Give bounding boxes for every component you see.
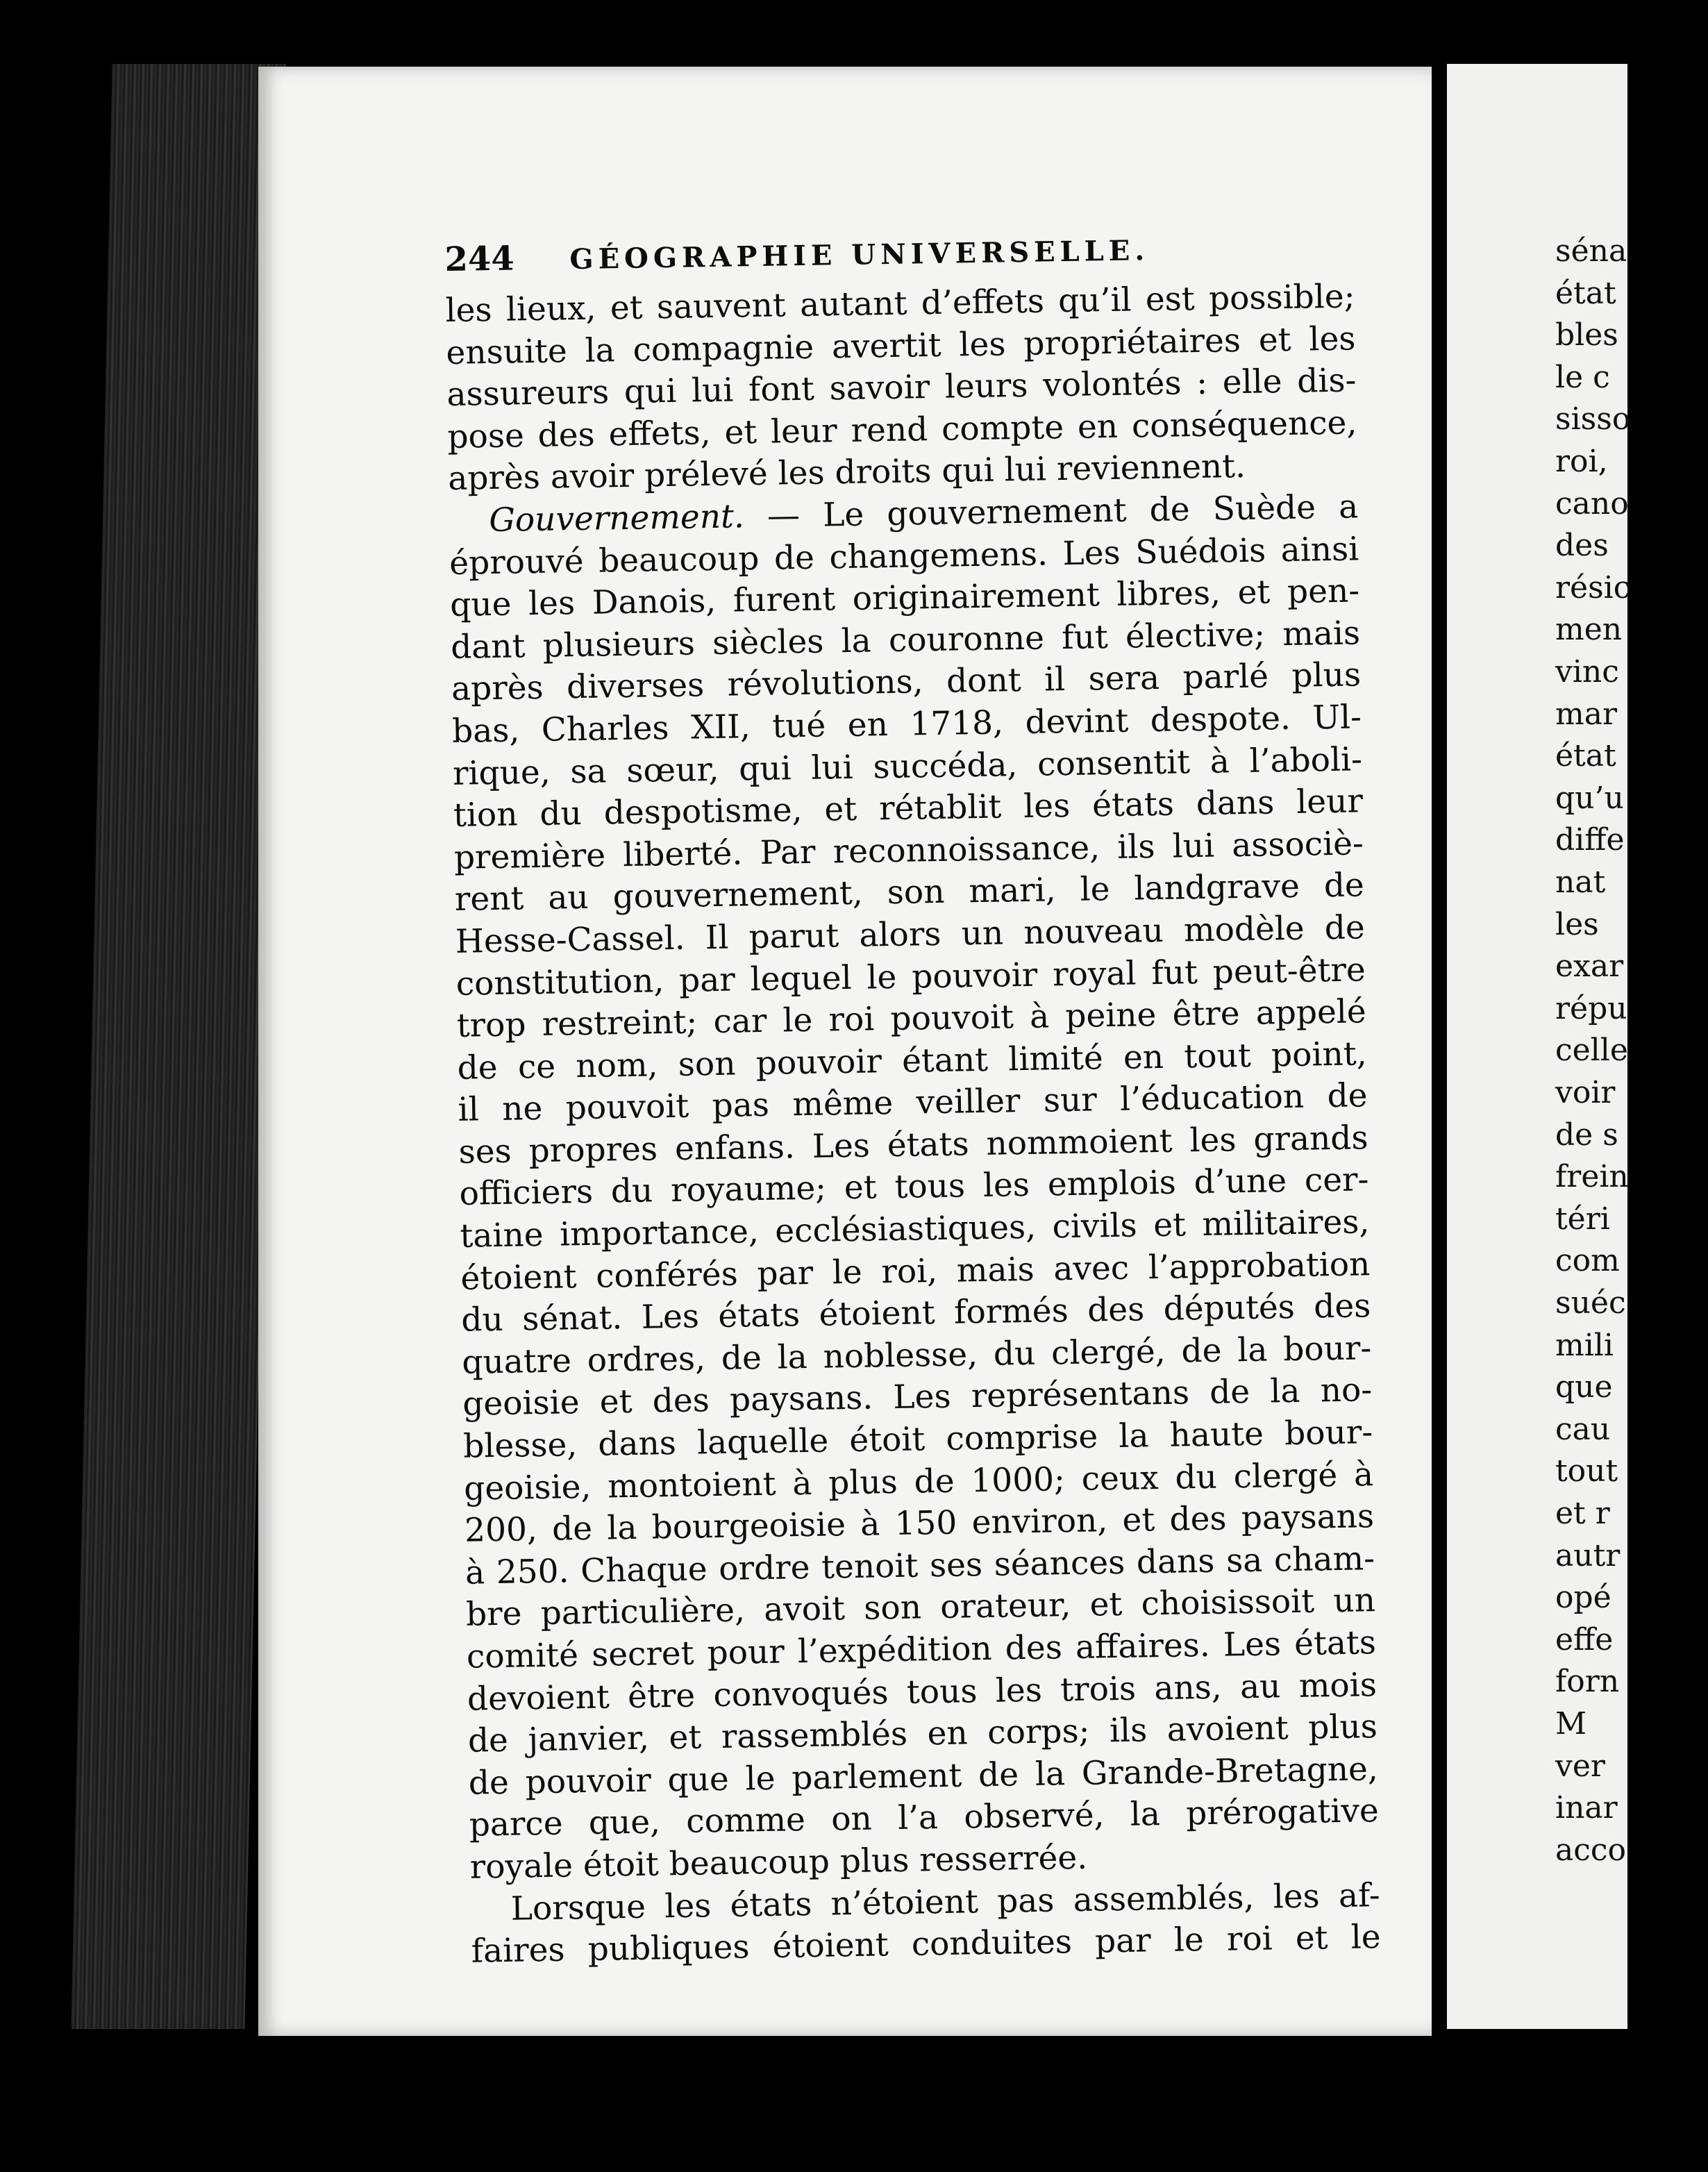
text-line: bas, Charles XII, tué en 1718, devint despote. Ul- bbox=[451, 698, 1362, 751]
text-line: du sénat. Les états étoient formés des députés des bbox=[461, 1287, 1371, 1340]
text-line: ensuite la compagnie avertit les propriétaires et les bbox=[446, 319, 1356, 372]
facing-page-fragment: sisso bbox=[1555, 401, 1631, 437]
facing-page-fragment: M bbox=[1555, 1706, 1587, 1741]
facing-page-fragment: diffe bbox=[1555, 822, 1625, 858]
facing-page bbox=[1447, 64, 1631, 2029]
facing-page-fragment: suéc bbox=[1555, 1285, 1626, 1321]
text-line: première liberté. Par reconnoissance, ils lui associè- bbox=[453, 824, 1364, 877]
facing-page-fragment: inar bbox=[1555, 1790, 1618, 1826]
facing-page-fragment: séna bbox=[1555, 233, 1627, 269]
facing-page-fragment: les bbox=[1555, 906, 1599, 942]
facing-page-fragment: cau bbox=[1555, 1411, 1611, 1447]
text-line: il ne pouvoit pas même veiller sur l’éducation de bbox=[458, 1076, 1368, 1130]
text-line: geoisie et des paysans. Les représentans de la no- bbox=[462, 1371, 1373, 1424]
facing-page-fragment: résic bbox=[1555, 569, 1631, 605]
facing-page-fragment: ver bbox=[1555, 1748, 1605, 1784]
text-line: les lieux, et sauvent autant d’effets qu’il est possible; bbox=[445, 277, 1355, 330]
text-line: de ce nom, son pouvoir étant limité en tout point, bbox=[457, 1034, 1367, 1087]
text-line: devoient être convoqués tous les trois ans, au mois bbox=[467, 1665, 1378, 1719]
book-page-edges bbox=[71, 64, 285, 2029]
facing-page-fragment: mar bbox=[1555, 696, 1617, 732]
facing-page-fragment: bles bbox=[1555, 317, 1618, 353]
facing-page-fragment: qu’u bbox=[1555, 780, 1624, 816]
facing-page-fragment: vinc bbox=[1555, 654, 1619, 690]
facing-page-fragment: forn bbox=[1555, 1664, 1620, 1700]
facing-page-fragment: voir bbox=[1555, 1075, 1616, 1110]
text-line: Hesse-Cassel. Il parut alors un nouveau modèle de bbox=[455, 908, 1366, 961]
facing-page-fragment: exar bbox=[1555, 949, 1624, 985]
facing-page-fragment: que bbox=[1555, 1369, 1613, 1405]
text-line: geoisie, montoient à plus de 1000; ceux du clergé à bbox=[463, 1455, 1374, 1508]
text-line: 200, de la bourgeoisie à 150 environ, et des paysans bbox=[464, 1497, 1375, 1550]
facing-page-fragment: de s bbox=[1555, 1117, 1618, 1153]
facing-page-fragment: effe bbox=[1555, 1621, 1614, 1657]
facing-page-fragment: men bbox=[1555, 612, 1623, 648]
facing-page-fragment: roi, bbox=[1555, 444, 1608, 479]
text-line: faires publiques étoient conduites par le roi et le bbox=[471, 1918, 1381, 1971]
text-line: rique, sa sœur, qui lui succéda, consentit à l’aboli- bbox=[452, 740, 1363, 793]
facing-page-fragment: tout bbox=[1555, 1453, 1618, 1489]
text-line: parce que, comme on l’a observé, la prérogative bbox=[469, 1791, 1380, 1845]
text-line: pose des effets, et leur rend compte en conséquence, bbox=[447, 403, 1357, 456]
text-line: de janvier, et rassemblés en corps; ils avoient plus bbox=[467, 1707, 1378, 1760]
body-text bbox=[445, 276, 1381, 1973]
page-text-block bbox=[444, 226, 1381, 1973]
facing-page-fragment: mili bbox=[1555, 1327, 1614, 1363]
facing-page-fragment: des bbox=[1555, 528, 1609, 564]
text-line: que les Danois, furent originairement libres, et pen- bbox=[449, 571, 1360, 625]
facing-page-fragment: cano bbox=[1555, 485, 1629, 521]
text-line: assureurs qui lui font savoir leurs volontés : elle dis- bbox=[446, 361, 1357, 415]
text-line: quatre ordres, de la noblesse, du clergé, de la bour- bbox=[461, 1329, 1372, 1382]
facing-page-fragment: téri bbox=[1555, 1201, 1610, 1237]
facing-page-fragment: répu bbox=[1555, 990, 1627, 1026]
text-line: bre particulière, avoit son orateur, et choisissoit un bbox=[465, 1581, 1376, 1635]
facing-page-fragment: celle bbox=[1555, 1033, 1628, 1069]
text-line: blesse, dans laquelle étoit comprise la haute bour- bbox=[462, 1413, 1373, 1466]
text-line: comité secret pour l’expédition des affaires. Les états bbox=[466, 1623, 1377, 1676]
text-line: taine importance, ecclésiastiques, civils et militaires, bbox=[460, 1203, 1370, 1255]
text-line: dant plusieurs siècles la couronne fut élective; mais bbox=[450, 614, 1361, 667]
text-line: royale étoit beaucoup plus resserrée. bbox=[469, 1838, 1088, 1887]
running-head: GÉOGRAPHIE UNIVERSELLE. bbox=[569, 234, 1150, 276]
facing-page-fragment: état bbox=[1555, 275, 1616, 311]
facing-page-fragment: nat bbox=[1555, 864, 1606, 900]
facing-page-fragment: frein bbox=[1555, 1159, 1629, 1195]
facing-page-fragment: opé bbox=[1555, 1580, 1611, 1616]
text-line: rent au gouvernement, son mari, le landgrave de bbox=[454, 866, 1365, 919]
text-line: tion du despotisme, et rétablit les états dans leur bbox=[453, 782, 1364, 835]
text-line: éprouvé beaucoup de changemens. Les Suédois ainsi bbox=[449, 529, 1359, 583]
text-line: trop restreint; car le roi pouvoit à peine être appelé bbox=[456, 992, 1367, 1045]
facing-page-fragment: com bbox=[1555, 1243, 1620, 1279]
facing-page-fragment: autr bbox=[1555, 1537, 1621, 1573]
text-line: ses propres enfans. Les états nommoient les grands bbox=[458, 1119, 1368, 1171]
facing-page-fragment: et r bbox=[1555, 1496, 1610, 1531]
text-line-rest: — Le gouvernement de Suède a bbox=[767, 487, 1359, 535]
facing-page-fragment: acco bbox=[1555, 1832, 1627, 1868]
text-line: de pouvoir que le parlement de la Grande-Bretagne, bbox=[468, 1749, 1379, 1803]
text-line: Lorsque les états n’étoient pas assemblés, les af- bbox=[510, 1876, 1381, 1928]
text-line: étoient conférés par le roi, mais avec l’approbation bbox=[460, 1244, 1371, 1298]
text-line: officiers du royaume; et tous les emplois d’une cer- bbox=[459, 1160, 1369, 1214]
section-heading: Gouvernement. bbox=[488, 497, 745, 540]
facing-page-fragment: le c bbox=[1555, 359, 1610, 395]
text-line: après diverses révolutions, dont il sera parlé plus bbox=[451, 655, 1362, 709]
page-number: 244 bbox=[444, 239, 515, 279]
facing-page-fragment: état bbox=[1555, 738, 1616, 774]
text-line: à 250. Chaque ordre tenoit ses séances dans sa cham- bbox=[464, 1539, 1375, 1592]
text-line: après avoir prélevé les droits qui lui reviennent. bbox=[447, 447, 1246, 499]
text-line: constitution, par lequel le pouvoir royal fut peut-être bbox=[455, 950, 1366, 1003]
